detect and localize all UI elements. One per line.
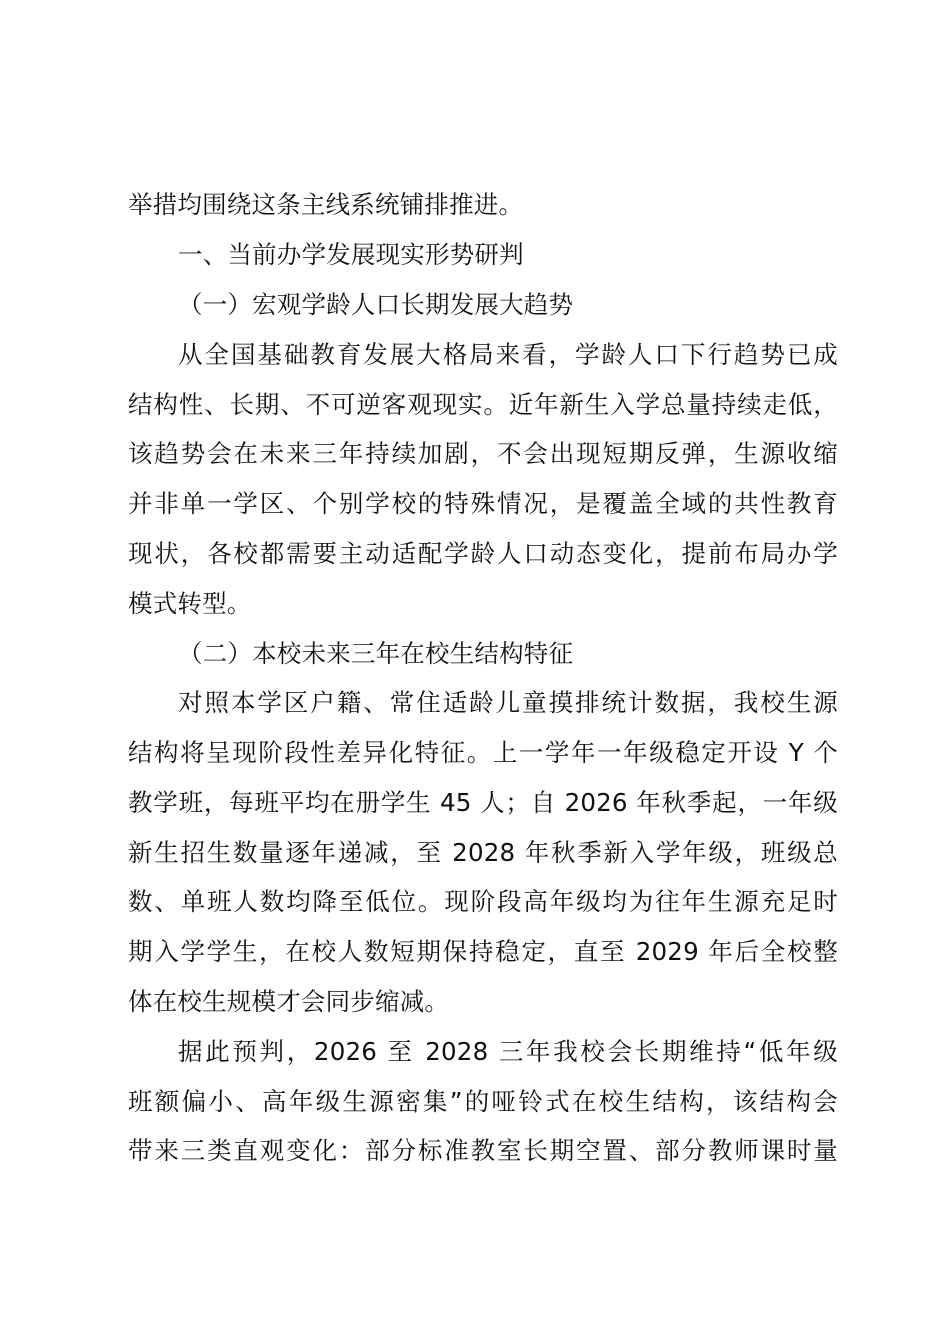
paragraph-line: 数、单班人数均降至低位。现阶段高年级均为往年生源充足时	[128, 887, 838, 916]
paragraph-line: 班额偏小、高年级生源密集”的哑铃式在校生结构，该结构会	[128, 1087, 838, 1116]
paragraph-line: 对照本学区户籍、常住适龄儿童摸排统计数据，我校生源	[178, 688, 838, 717]
paragraph-line: 结构性、长期、不可逆客观现实。近年新生入学总量持续走低，	[128, 390, 838, 419]
paragraph-line: 模式转型。	[128, 589, 252, 618]
subsection-heading: （二）本校未来三年在校生结构特征	[178, 639, 574, 668]
paragraph-line: 结构将呈现阶段性差异化特征。上一学年一年级稳定开设 Y 个	[128, 738, 838, 767]
paragraph-line: 带来三类直观变化：部分标准教室长期空置、部分教师课时量	[128, 1136, 838, 1165]
paragraph-line: 举措均围绕这条主线系统铺排推进。	[128, 190, 524, 219]
section-heading: 一、当前办学发展现实形势研判	[178, 240, 524, 269]
subsection-heading: （一）宏观学龄人口长期发展大趋势	[178, 290, 574, 319]
paragraph-line: 从全国基础教育发展大格局来看，学龄人口下行趋势已成	[178, 340, 838, 369]
paragraph-line: 体在校生规模才会同步缩减。	[128, 987, 450, 1016]
paragraph-line: 现状，各校都需要主动适配学龄人口动态变化，提前布局办学	[128, 539, 838, 568]
paragraph-line: 据此预判，2026 至 2028 三年我校会长期维持“低年级	[178, 1037, 838, 1066]
paragraph-line: 该趋势会在未来三年持续加剧，不会出现短期反弹，生源收缩	[128, 439, 838, 468]
paragraph-line: 新生招生数量逐年递减，至 2028 年秋季新入学年级，班级总	[128, 838, 838, 867]
paragraph-line: 教学班，每班平均在册学生 45 人；自 2026 年秋季起，一年级	[128, 788, 838, 817]
paragraph-line: 并非单一学区、个别学校的特殊情况，是覆盖全域的共性教育	[128, 489, 838, 518]
paragraph-line: 期入学学生，在校人数短期保持稳定，直至 2029 年后全校整	[128, 937, 838, 966]
